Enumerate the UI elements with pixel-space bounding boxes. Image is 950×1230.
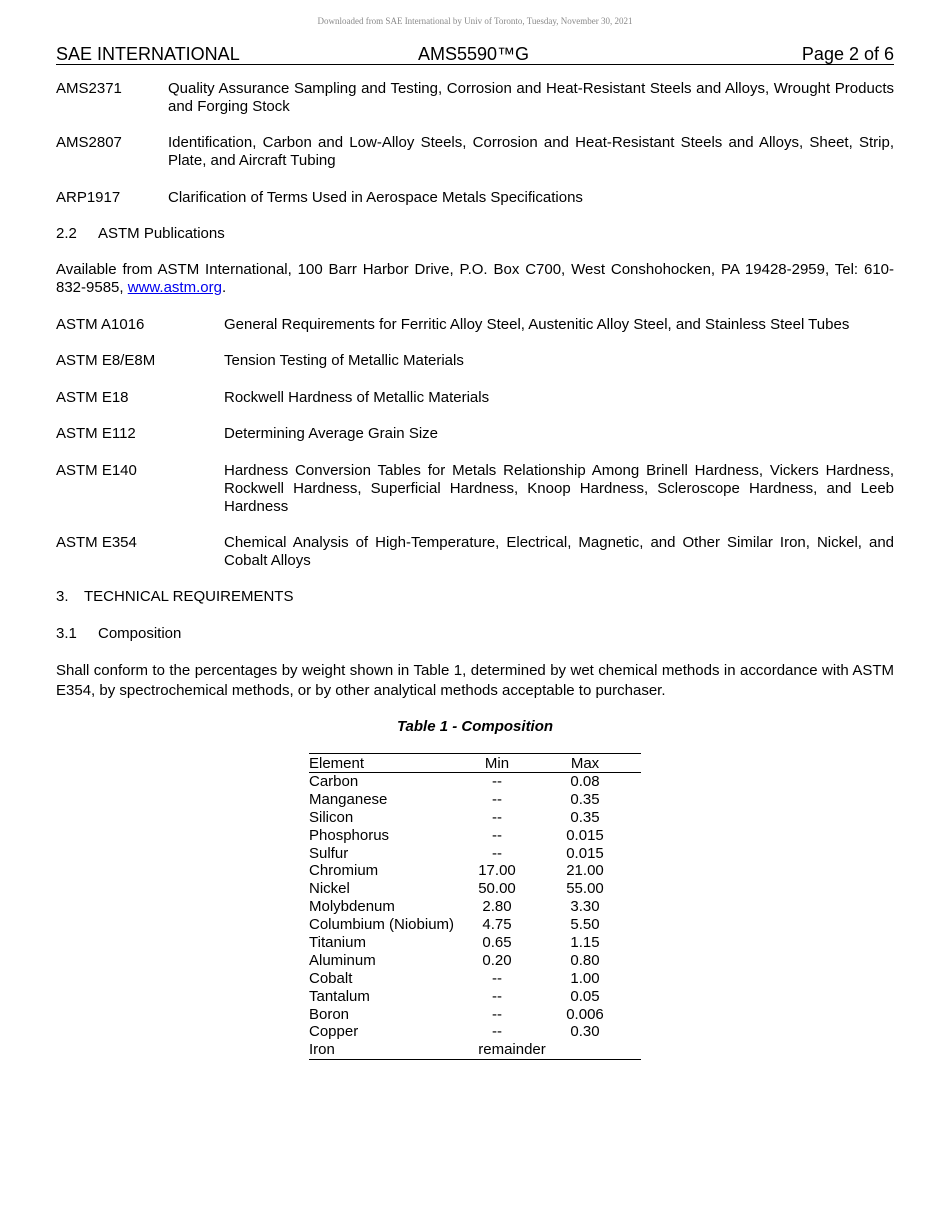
cell-element: Nickel [309,880,350,898]
table-row [309,845,641,863]
cell-element: Iron [309,1041,335,1059]
cell-element: Titanium [309,934,366,952]
table-row [309,809,641,827]
cell-min: -- [492,844,502,862]
cell-max: 0.35 [570,790,600,808]
reference-description: Hardness Conversion Tables for Metals Relationship Among Brinell Hardness, Vickers Hardness, Rockwell Hardness, Superficial Hardness, Knoop Hardness, Scleroscope Hardness, and Leeb Hardness [224,462,894,515]
cell-max: 3.30 [570,898,600,916]
header-document-number: AMS5590™G [418,44,530,64]
section-heading-3 [56,588,894,606]
cell-element: Cobalt [309,969,353,987]
cell-element: Molybdenum [309,898,395,916]
reference-code: ASTM E8/E8M [56,352,156,369]
table-row [309,862,641,880]
cell-min: 0.65 [482,934,512,952]
section-heading-3-1 [56,625,894,643]
header-organization: SAE INTERNATIONAL [56,44,240,64]
cell-max: 0.015 [566,826,604,844]
cell-max: 0.08 [570,773,600,790]
section-number: 2.2 [56,225,77,242]
download-note: Downloaded from SAE International by Univ of Toronto, Tuesday, November 30, 2021 [317,16,633,26]
reference-code: ASTM A1016 [56,316,145,333]
cell-min: 2.80 [482,898,512,916]
cell-min: -- [492,1005,502,1023]
composition-paragraph: Shall conform to the percentages by weight shown in Table 1, determined by wet chemical methods in accordance with ASTM E354, by spectrochemical methods, or by other analytical methods acceptable to purchaser. [56,662,894,699]
cell-min: -- [492,790,502,808]
cell-element: Silicon [309,808,354,826]
header-max: Max [570,755,600,772]
astm-availability-end: . [221,279,227,296]
section-title: ASTM Publications [98,225,225,242]
table-row [309,773,641,791]
cell-element: Columbium (Niobium) [309,916,455,934]
cell-min: 0.20 [482,951,512,969]
cell-min: -- [492,969,502,987]
page-header [56,44,894,65]
reference-code: AMS2807 [56,134,122,151]
cell-max: 0.35 [570,808,600,826]
cell-element: Tantalum [309,987,370,1005]
reference-description: Rockwell Hardness of Metallic Materials [224,389,490,406]
table-row [309,791,641,809]
cell-element: Boron [309,1005,350,1023]
astm-availability-paragraph [56,261,894,297]
cell-min: 50.00 [478,880,516,898]
table-row [309,916,641,934]
cell-max: 0.30 [570,1023,600,1041]
cell-max: 0.006 [566,1005,604,1023]
section-number: 3. [56,588,69,605]
table-row [309,898,641,916]
reference-description: General Requirements for Ferritic Alloy Steel, Austenitic Alloy Steel, and Stainless Steel Tubes [224,316,850,333]
section-heading-2-2 [56,225,894,243]
astm-availability-text: Available from ASTM International, 100 Barr Harbor Drive, P.O. Box C700, West Conshohocken, PA 19428-2959, Tel: 610-832-9585, [56,261,894,296]
cell-remainder: remainder [478,1041,546,1059]
cell-element: Chromium [309,862,379,880]
table-row [309,970,641,988]
cell-element: Manganese [309,790,388,808]
reference-description: Determining Average Grain Size [224,425,438,442]
table-header-row [309,754,641,773]
cell-min: -- [492,808,502,826]
header-page-number: Page 2 of 6 [801,44,894,64]
cell-element: Phosphorus [309,826,390,844]
table-row [309,1006,641,1024]
cell-max: 1.15 [570,934,600,952]
cell-max: 55.00 [566,880,604,898]
table-row [309,988,641,1006]
cell-max: 0.015 [566,844,604,862]
cell-max: 1.00 [570,969,600,987]
section-title: TECHNICAL REQUIREMENTS [84,588,294,605]
astm-website-link[interactable]: www.astm.org [127,279,222,296]
table-row [309,1023,641,1041]
reference-code: ASTM E112 [56,425,136,442]
cell-min: -- [492,826,502,844]
cell-element: Copper [309,1023,359,1041]
cell-max: 0.80 [570,951,600,969]
reference-code: AMS2371 [56,80,122,97]
reference-description: Quality Assurance Sampling and Testing, Corrosion and Heat-Resistant Steels and Alloys, Wrought Products and Forging Stock [168,80,894,115]
table-row [309,1041,641,1059]
cell-element: Sulfur [309,844,349,862]
reference-description: Identification, Carbon and Low-Alloy Steels, Corrosion and Heat-Resistant Steels and Alloys, Sheet, Strip, Plate, and Aircraft Tubing [168,134,894,169]
cell-min: 17.00 [478,862,516,880]
composition-table [309,753,641,1060]
reference-description: Clarification of Terms Used in Aerospace Metals Specifications [168,189,583,206]
cell-max: 0.05 [570,987,600,1005]
reference-code: ARP1917 [56,189,121,206]
cell-min: -- [492,773,502,790]
reference-code: ASTM E140 [56,462,137,479]
cell-element: Carbon [309,773,359,790]
table-row [309,952,641,970]
section-title: Composition [98,625,182,642]
table-row [309,827,641,845]
header-min: Min [484,755,510,772]
reference-code: ASTM E354 [56,534,137,551]
reference-code: ASTM E18 [56,389,129,406]
table-row [309,934,641,952]
cell-min: -- [492,987,502,1005]
table-title: Table 1 - Composition [396,718,554,735]
reference-description: Tension Testing of Metallic Materials [224,352,464,369]
cell-min: 4.75 [482,916,512,934]
cell-max: 21.00 [566,862,604,880]
table-row [309,880,641,898]
header-element: Element [309,755,365,772]
cell-element: Aluminum [309,951,376,969]
reference-description: Chemical Analysis of High-Temperature, Electrical, Magnetic, and Other Similar Iron, Nickel, and Cobalt Alloys [224,534,894,569]
cell-max: 5.50 [570,916,600,934]
cell-min: -- [492,1023,502,1041]
section-number: 3.1 [56,625,77,642]
